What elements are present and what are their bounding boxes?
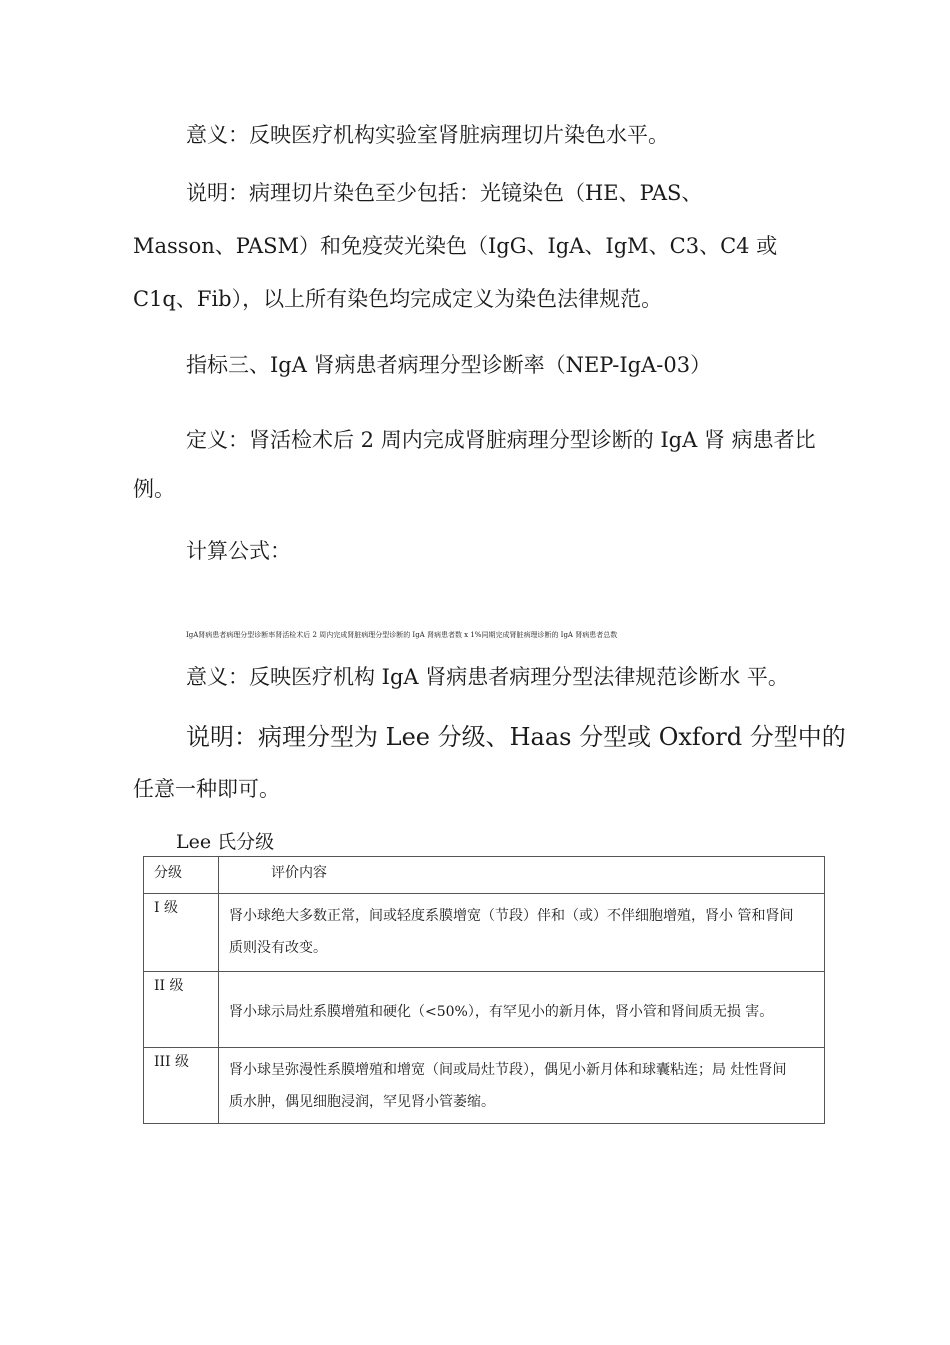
definition-line-2: 例。 — [133, 477, 175, 501]
description-line: 肾小球绝大多数正常，间或轻度系膜增宽（节段）伴和（或）不伴细胞增殖，肾小 管和肾间 — [229, 908, 794, 924]
significance-line-1: 意义：反映医疗机构实验室肾脏病理切片染色水平。 — [186, 123, 669, 147]
grade-cell — [144, 894, 219, 972]
header-content-label: 评价内容 — [271, 865, 327, 881]
stain-description-line-2: Masson、PASM）和免疫荧光染色（IgG、IgA、IgM、C3、C4 或 — [133, 234, 778, 258]
grade-cell — [144, 972, 219, 1048]
stain-description-line-3: C1q、Fib），以上所有染色均完成定义为染色法律规范。 — [133, 287, 663, 311]
table-row — [144, 972, 825, 1048]
significance-line-2: 意义：反映医疗机构 IgA 肾病患者病理分型法律规范诊断水 平。 — [186, 665, 789, 689]
description-line: 肾小球示局灶系膜增殖和硬化（<50%），有罕见小的新月体，肾小管和肾间质无损 害。 — [229, 1004, 774, 1020]
indicator-three-title: 指标三、IgA 肾病患者病理分型诊断率（NEP-IgA-03） — [186, 353, 712, 377]
formula-label: 计算公式： — [186, 539, 291, 563]
formula-text: IgA肾病患者病理分型诊断率肾活检术后 2 周内完成肾脏病理分型诊断的 IgA 肾病患者数 x 1%同期完成肾脏病理诊断的 IgA 肾病患者总数 — [186, 631, 618, 639]
table-header-row — [144, 857, 825, 894]
grade-label: III 级 — [154, 1054, 190, 1070]
description-cell — [219, 972, 825, 1048]
grade-label: II 级 — [154, 978, 184, 994]
description-cell — [219, 894, 825, 972]
header-content — [219, 857, 825, 894]
table-row — [144, 1048, 825, 1124]
description-line: 质水肿，偶见细胞浸润，罕见肾小管萎缩。 — [229, 1094, 495, 1110]
description-line: 肾小球呈弥漫性系膜增殖和增宽（间或局灶节段），偶见小新月体和球囊粘连；局 灶性肾间 — [229, 1062, 787, 1078]
stain-description-line-1: 说明：病理切片染色至少包括：光镜染色（HE、PAS、 — [186, 181, 703, 205]
table-row — [144, 894, 825, 972]
grade-cell — [144, 1048, 219, 1124]
description-cell — [219, 1048, 825, 1124]
table-caption: Lee 氏分级 — [176, 831, 275, 853]
header-grade: 分级 — [144, 857, 219, 894]
definition-line-1: 定义：肾活检术后 2 周内完成肾脏病理分型诊断的 IgA 肾 病患者比 — [186, 428, 816, 452]
lee-grading-table — [143, 856, 825, 1124]
description-line: 质则没有改变。 — [229, 940, 327, 956]
grade-label: I 级 — [154, 900, 178, 916]
classification-note-line-2: 任意一种即可。 — [133, 777, 280, 801]
classification-note-line-1: 说明：病理分型为 Lee 分级、Haas 分型或 Oxford 分型中的 — [186, 723, 846, 751]
